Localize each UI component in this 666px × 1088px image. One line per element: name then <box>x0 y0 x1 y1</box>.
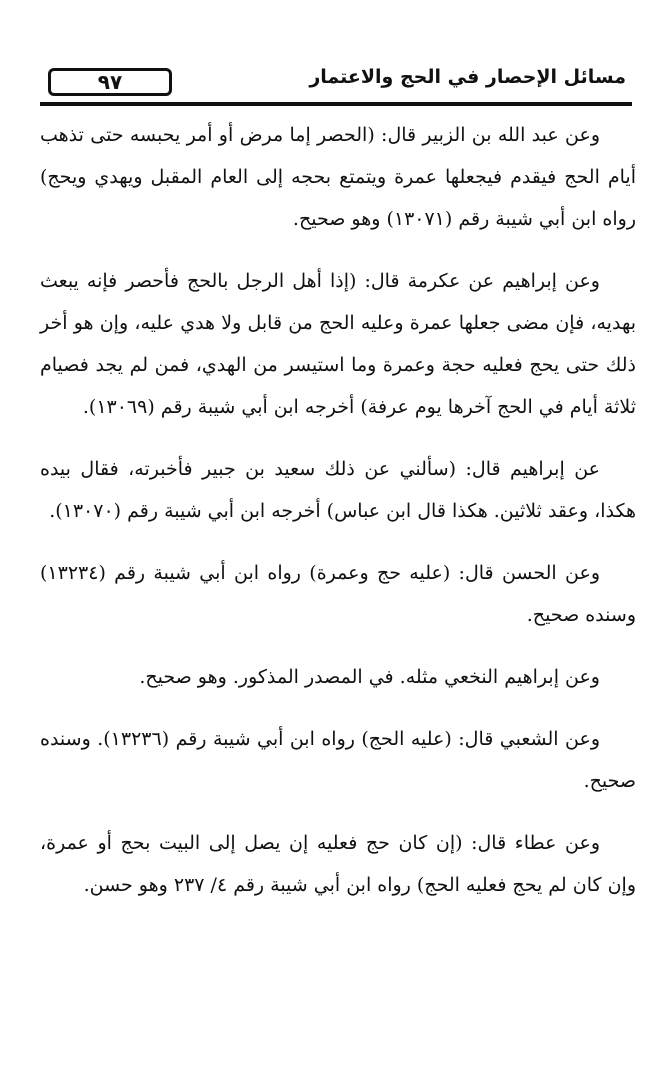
header-rule <box>40 102 632 106</box>
running-title: مسائل الإحصار في الحج والاعتمار <box>309 66 626 88</box>
paragraph-ikrimah: وعن إبراهيم عن عكرمة قال: (إذا أهل الرجل بالحج فأحصر فإنه يبعث بهديه، فإن مضى جعلها عمرة وعليه الحج من قابل ولا هدي عليه، وإن هو أخر ذلك حتى يحج فعليه حجة وعمرة وما استيسر من الهدي، فمن لم يجد فصيام ثلاثة أيام في الحج آخرها يوم عرفة) أخرجه ابن أبي شيبة رقم (١٣٠٦٩). <box>40 270 636 418</box>
paragraph-nakhai: وعن إبراهيم النخعي مثله. في المصدر المذكور. وهو صحيح. <box>139 666 600 688</box>
paragraph-hasan: وعن الحسن قال: (عليه حج وعمرة) رواه ابن أبي شيبة رقم (١٣٢٣٤) وسنده صحيح. <box>40 562 636 626</box>
paragraph-ibn-zubair: وعن عبد الله بن الزبير قال: (الحصر إما مرض أو أمر يحبسه حتى تذهب أيام الحج فيقدم فيجعلها عمرة ويتمتع بحجه إلى العام المقبل ويهدي ويحج) رواه ابن أبي شيبة رقم (١٣٠٧١) وهو صحيح. <box>40 124 636 230</box>
paragraph-ata: وعن عطاء قال: (إن كان حج فعليه إن يصل إلى البيت بحج أو عمرة، وإن كان لم يحج فعليه الحج) رواه ابن أبي شيبة رقم ٤/ ٢٣٧ وهو حسن. <box>40 832 636 896</box>
paragraph-shabi: وعن الشعبي قال: (عليه الحج) رواه ابن أبي شيبة رقم (١٣٢٣٦). وسنده صحيح. <box>40 728 636 792</box>
page-number: ٩٧ <box>48 68 172 96</box>
paragraph-ibrahim-said: عن إبراهيم قال: (سألني عن ذلك سعيد بن جبير فأخبرته، فقال بيده هكذا، وعقد ثلاثين. هكذا قال ابن عباس) أخرجه ابن أبي شيبة رقم (١٣٠٧٠). <box>40 458 636 522</box>
page-header <box>40 64 632 108</box>
body-text <box>40 114 636 926</box>
